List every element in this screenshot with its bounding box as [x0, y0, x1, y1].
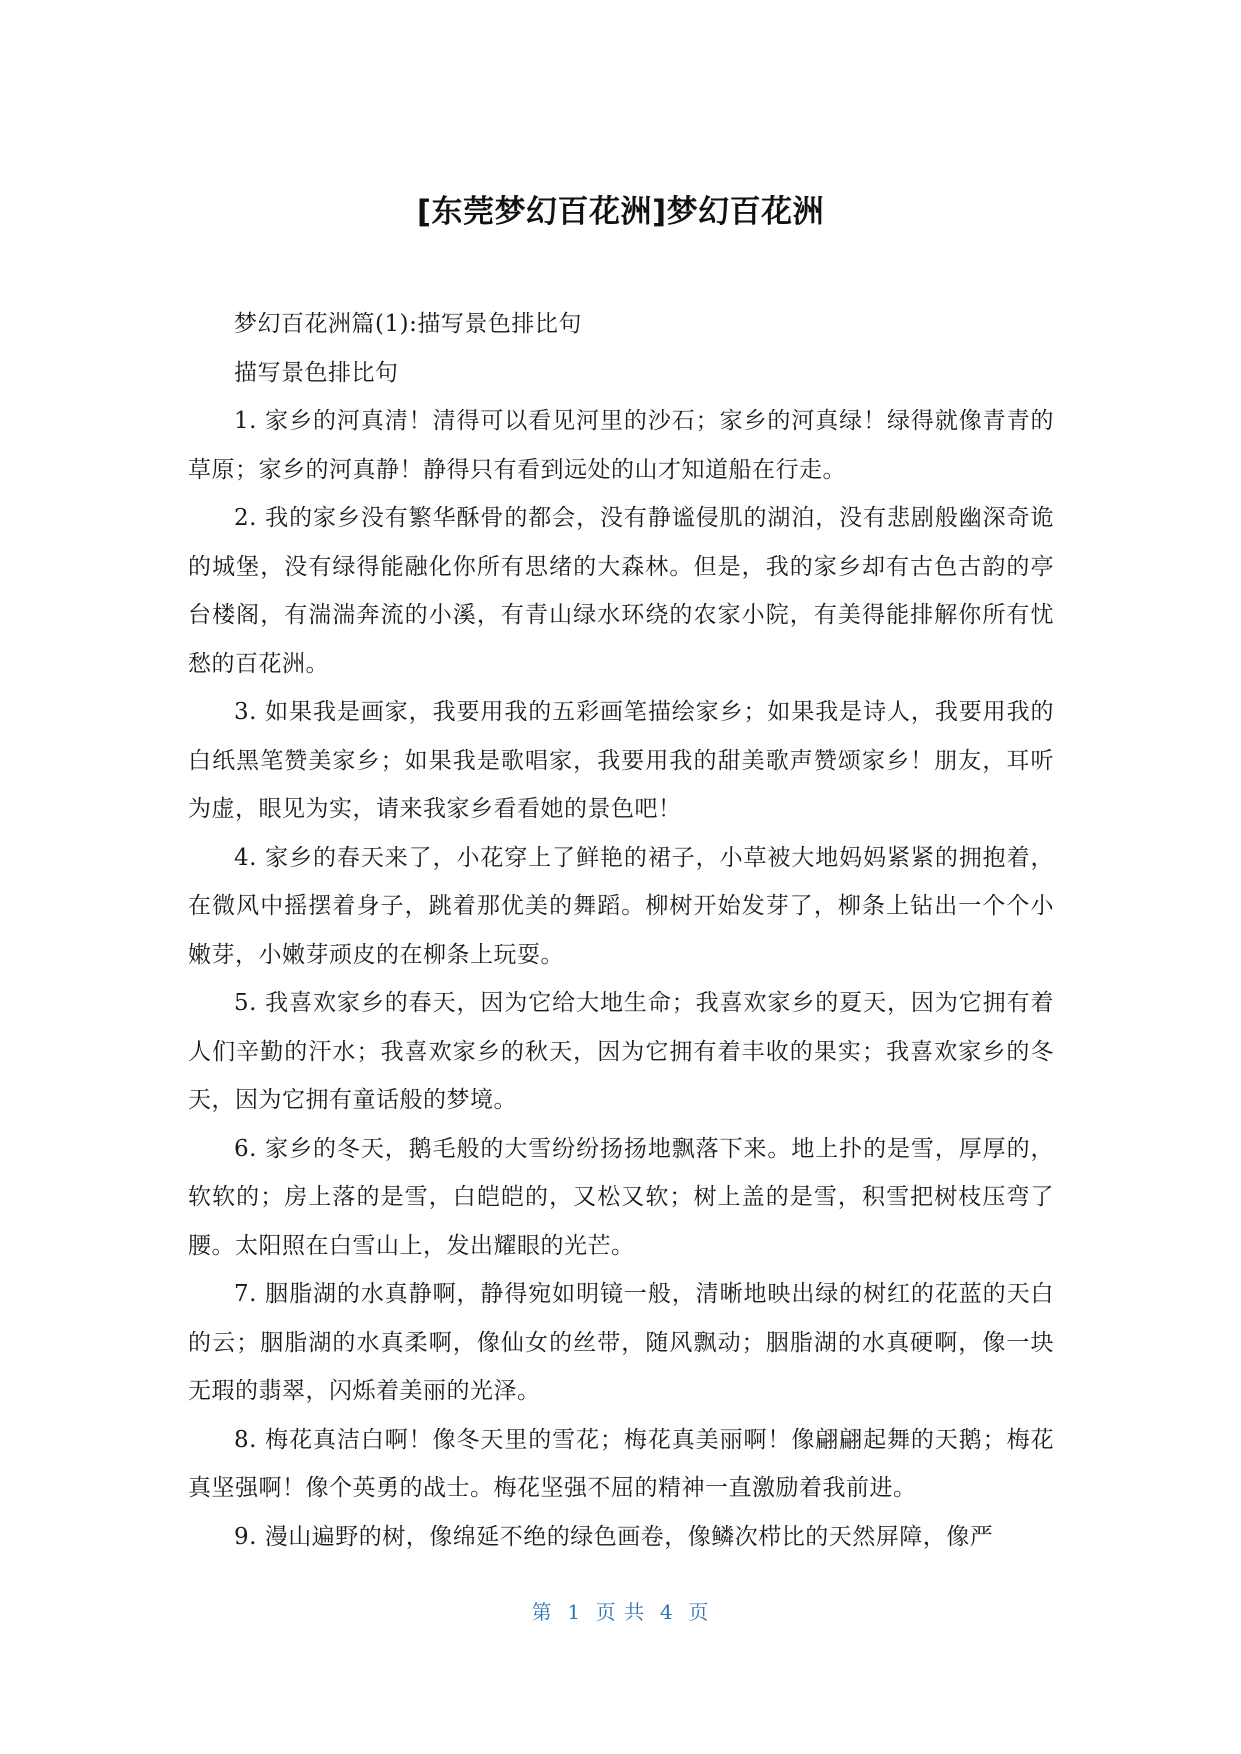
paragraph-4: 4. 家乡的春天来了，小花穿上了鲜艳的裙子，小草被大地妈妈紧紧的拥抱着，在微风中摇摆着身子，跳着那优美的舞蹈。柳树开始发芽了，柳条上钻出一个个小嫩芽，小嫩芽顽皮的在柳条上玩耍。 — [188, 844, 1054, 968]
document-title: [东莞梦幻百花洲]梦幻百花洲 — [416, 194, 825, 230]
paragraph-8: 8. 梅花真洁白啊！像冬天里的雪花；梅花真美丽啊！像翩翩起舞的天鹅；梅花真坚强啊！像个英勇的战士。梅花坚强不屈的精神一直激励着我前进。 — [188, 1426, 1054, 1501]
paragraph-2: 2. 我的家乡没有繁华酥骨的都会，没有静谧侵肌的湖泊，没有悲剧般幽深奇诡的城堡，没有绿得能融化你所有思绪的大森林。但是，我的家乡却有古色古韵的亭台楼阁，有湍湍奔流的小溪，有青山绿水环绕的农家小院，有美得能排解你所有忧愁的百花洲。 — [188, 505, 1054, 677]
paragraph-6: 6. 家乡的冬天，鹅毛般的大雪纷纷扬扬地飘落下来。地上扑的是雪，厚厚的，软软的；房上落的是雪，白皑皑的，又松又软；树上盖的是雪，积雪把树枝压弯了腰。太阳照在白雪山上，发出耀眼的光芒。 — [188, 1135, 1054, 1259]
section-heading: 梦幻百花洲篇(1):描写景色排比句 — [234, 311, 582, 337]
subheading: 描写景色排比句 — [234, 359, 399, 386]
paragraph-5: 5. 我喜欢家乡的春天，因为它给大地生命；我喜欢家乡的夏天，因为它拥有着人们辛勤的汗水；我喜欢家乡的秋天，因为它拥有着丰收的果实；我喜欢家乡的冬天，因为它拥有童话般的梦境。 — [188, 990, 1054, 1113]
paragraph-9: 9. 漫山遍野的树，像绵延不绝的绿色画卷，像鳞次栉比的天然屏障，像严 — [234, 1523, 994, 1550]
paragraph-3: 3. 如果我是画家，我要用我的五彩画笔描绘家乡；如果我是诗人，我要用我的白纸黑笔赞美家乡；如果我是歌唱家，我要用我的甜美歌声赞颂家乡！朋友，耳听为虚，眼见为实，请来我家乡看看她的景色吧！ — [188, 699, 1054, 822]
paragraph-7: 7. 胭脂湖的水真静啊，静得宛如明镜一般，清晰地映出绿的树红的花蓝的天白的云；胭脂湖的水真柔啊，像仙女的丝带，随风飘动；胭脂湖的水真硬啊，像一块无瑕的翡翠，闪烁着美丽的光泽。 — [188, 1281, 1054, 1404]
page-number-footer: 第 1 页 共 4 页 — [531, 1600, 710, 1624]
paragraph-1: 1. 家乡的河真清！清得可以看见河里的沙石；家乡的河真绿！绿得就像青青的草原；家乡的河真静！静得只有看到远处的山才知道船在行走。 — [188, 408, 1054, 483]
document-body — [188, 300, 1054, 1561]
